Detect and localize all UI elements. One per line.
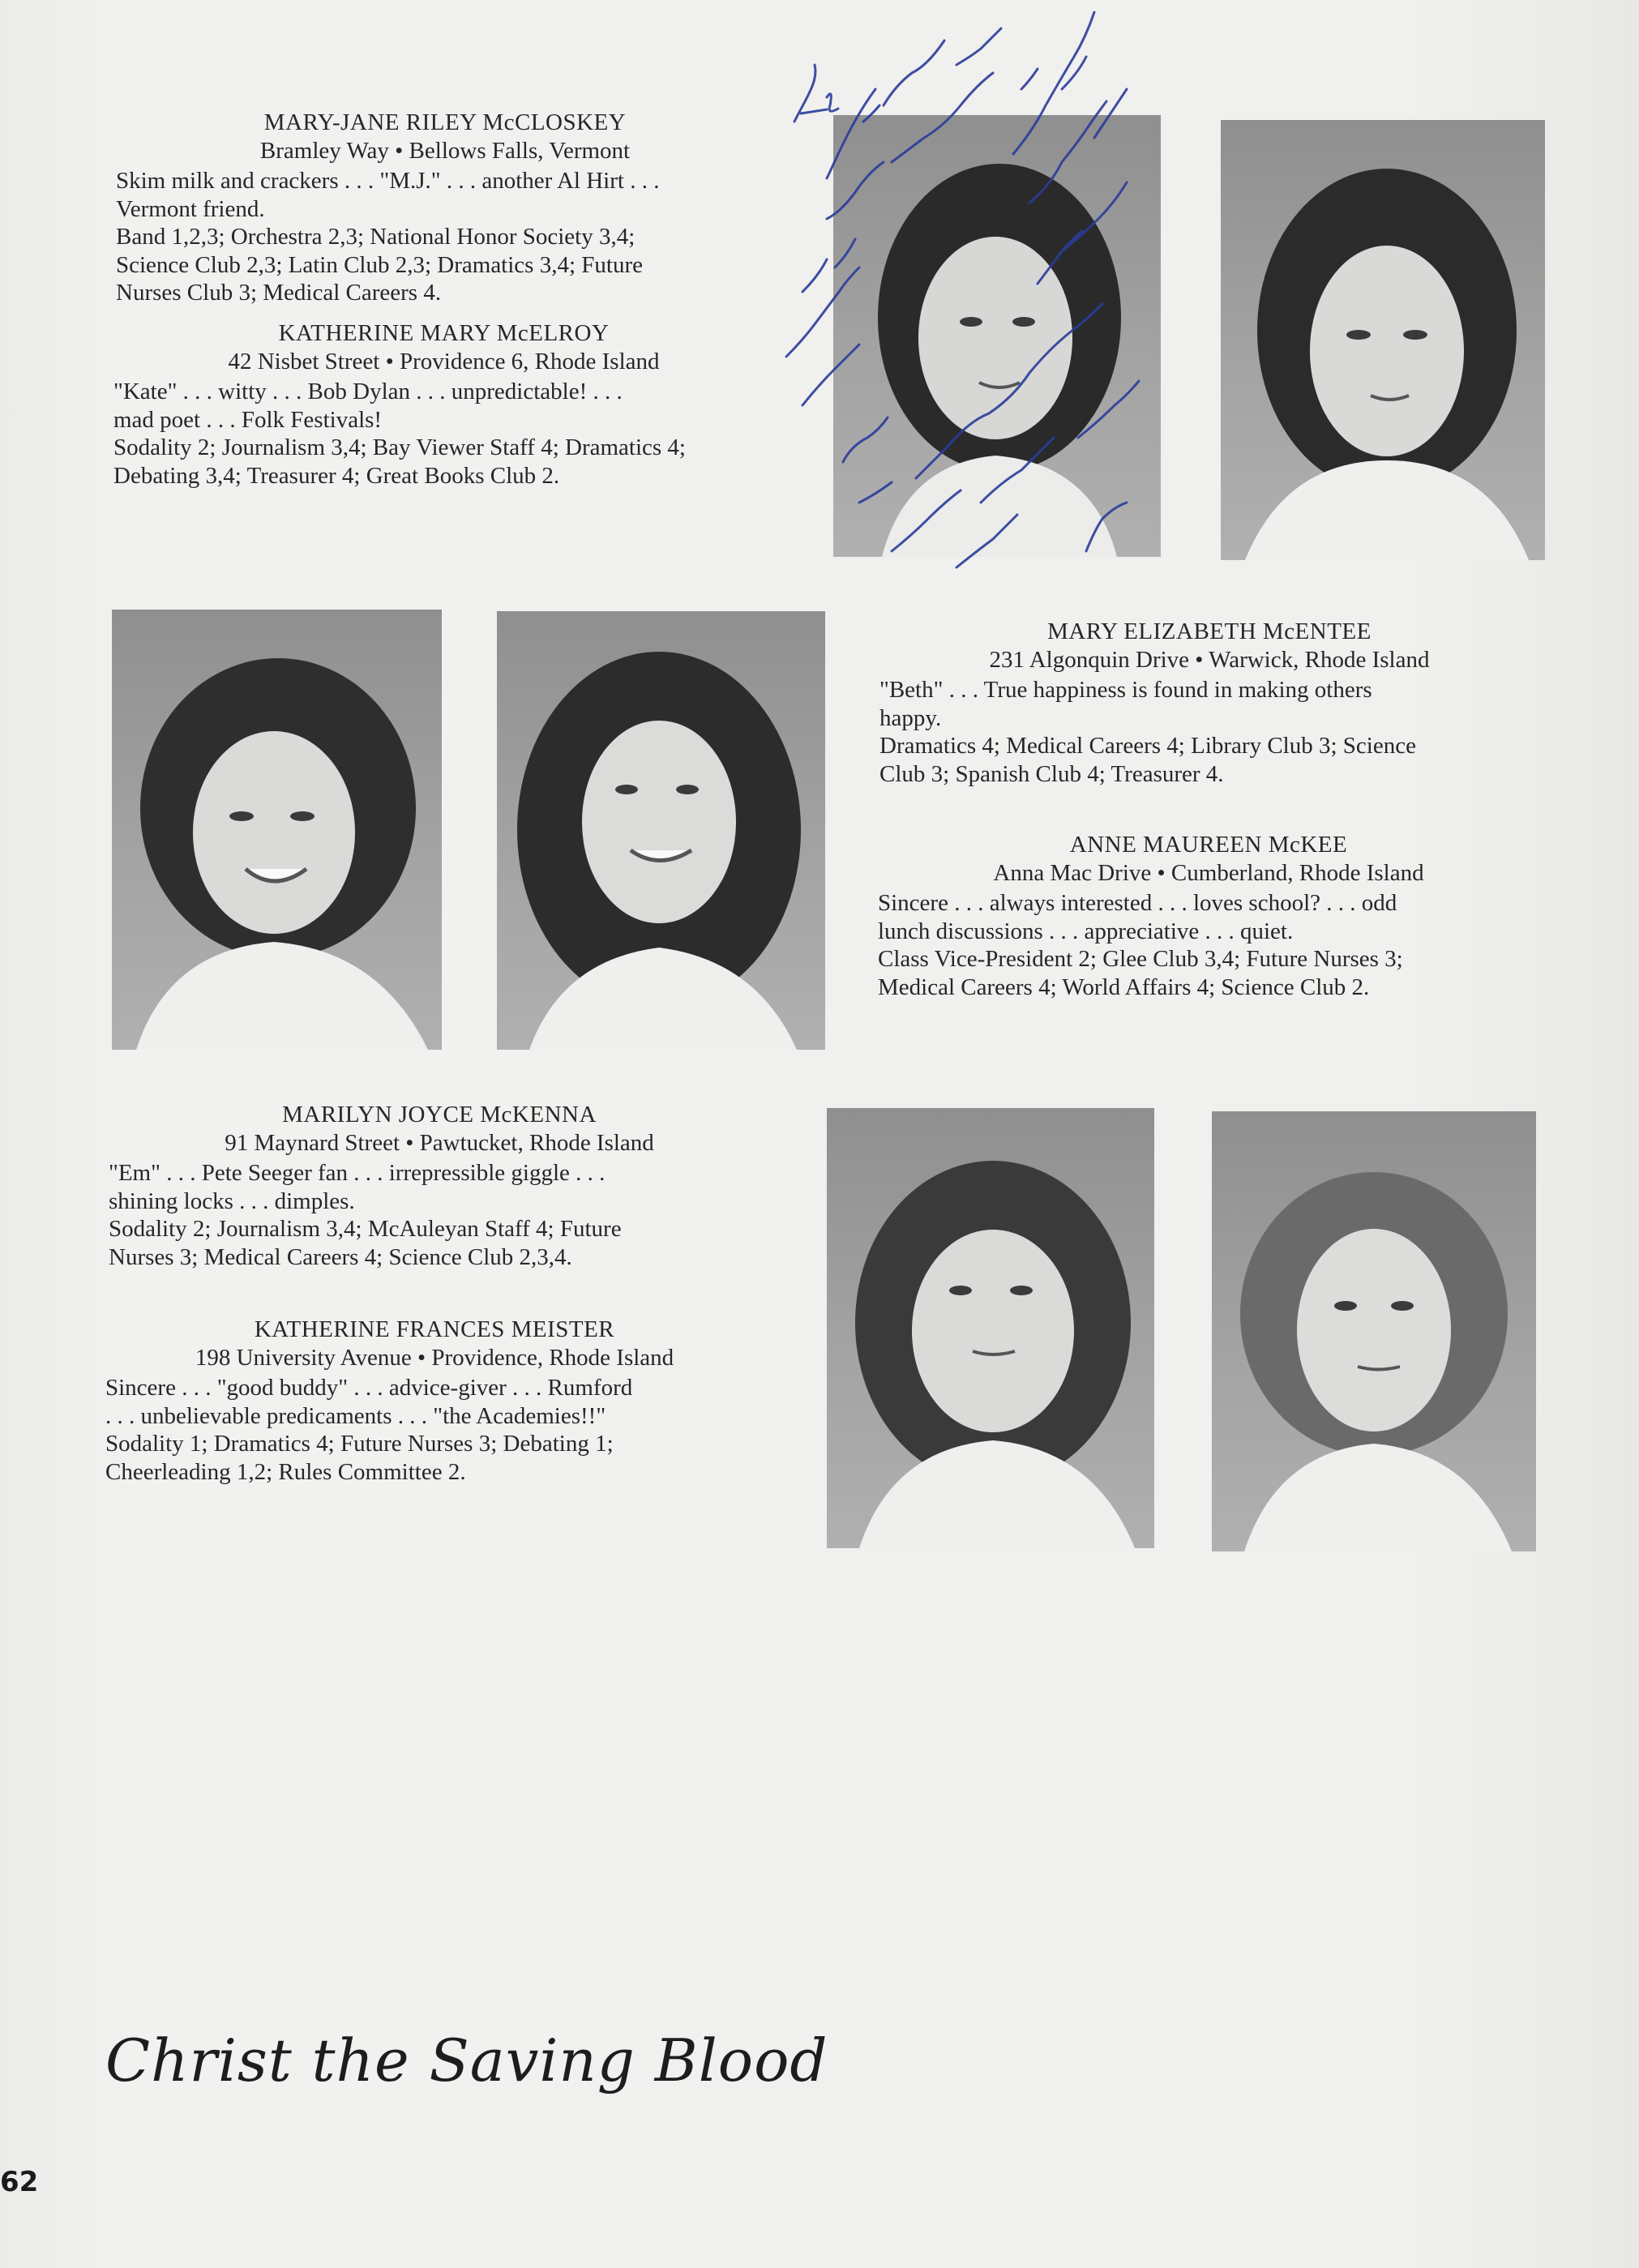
bio-line: Vermont friend.: [116, 195, 265, 222]
portrait-silhouette: [497, 611, 825, 1050]
student-name: KATHERINE FRANCES MEISTER: [254, 1316, 615, 1342]
bio-mckenna: [109, 1101, 770, 1271]
handwritten-inscription: [730, 0, 1248, 584]
bio-line: Dramatics 4; Medical Careers 4; Library Club 3; Science: [879, 733, 1416, 759]
bio-line: Sodality 2; Journalism 3,4; McAuleyan Staff 4; Future: [109, 1216, 622, 1242]
bio-line: mad poet . . . Folk Festivals!: [113, 406, 383, 433]
student-photo-mcelroy: [1221, 120, 1545, 560]
student-photo-meister: [1212, 1111, 1536, 1551]
bio-line: Sodality 2; Journalism 3,4; Bay Viewer Staff 4; Dramatics 4;: [113, 434, 686, 460]
bio-mckee: [878, 831, 1539, 1001]
bio-mccloskey: [116, 109, 774, 307]
student-name: ANNE MAUREEN McKEE: [1069, 832, 1348, 858]
bio-line: Science Club 2,3; Latin Club 2,3; Dramatics 3,4; Future: [116, 251, 643, 278]
handwriting-image: [730, 0, 1248, 584]
bio-line: Sincere . . . "good buddy" . . . advice-giver . . . Rumford: [105, 1375, 633, 1401]
student-photo-mckee: [497, 611, 825, 1050]
bio-line: Sodality 1; Dramatics 4; Future Nurses 3; Debating 1;: [105, 1431, 614, 1457]
bio-line: Club 3; Spanish Club 4; Treasurer 4.: [879, 760, 1224, 787]
portrait-silhouette: [1212, 1111, 1536, 1551]
portrait-silhouette: [827, 1108, 1154, 1548]
bio-line: shining locks . . . dimples.: [109, 1187, 355, 1214]
bio-line: lunch discussions . . . appreciative . . . quiet.: [878, 918, 1294, 944]
student-name: KATHERINE MARY McELROY: [278, 320, 610, 346]
student-address: Anna Mac Drive • Cumberland, Rhode Island: [993, 859, 1424, 886]
page-number: 62: [0, 2166, 39, 2198]
student-photo-mcentee: [112, 610, 442, 1050]
student-name: MARY ELIZABETH McENTEE: [1047, 618, 1372, 644]
bio-line: Debating 3,4; Treasurer 4; Great Books Club 2.: [113, 462, 560, 489]
bio-line: Nurses 3; Medical Careers 4; Science Club 2,3,4.: [109, 1243, 572, 1270]
bio-line: Band 1,2,3; Orchestra 2,3; National Honor Society 3,4;: [116, 224, 635, 250]
student-address: 42 Nisbet Street • Providence 6, Rhode Island: [228, 348, 660, 374]
bio-line: "Em" . . . Pete Seeger fan . . . irrepressible giggle . . .: [109, 1160, 606, 1186]
bio-meister: [105, 1316, 764, 1486]
bio-line: Nurses Club 3; Medical Careers 4.: [116, 280, 442, 306]
student-name: MARY-JANE RILEY McCLOSKEY: [263, 109, 627, 135]
bio-line: "Kate" . . . witty . . . Bob Dylan . . . unpredictable! . . .: [113, 379, 623, 404]
bio-line: . . . unbelievable predicaments . . . "the Academies!!": [105, 1402, 606, 1429]
portrait-silhouette: [1221, 120, 1545, 560]
bio-line: Medical Careers 4; World Affairs 4; Science Club 2.: [878, 974, 1370, 1000]
bio-line: Skim milk and crackers . . . "M.J." . . . another Al Hirt . . .: [116, 168, 660, 194]
student-name: MARILYN JOYCE McKENNA: [282, 1102, 597, 1128]
student-address: Bramley Way • Bellows Falls, Vermont: [259, 137, 631, 164]
bio-line: "Beth" . . . True happiness is found in making others: [879, 677, 1372, 703]
bio-line: Cheerleading 1,2; Rules Committee 2.: [105, 1458, 466, 1485]
student-photo-mckenna: [827, 1108, 1154, 1548]
bio-mcentee: [879, 618, 1539, 788]
bio-mcelroy: [113, 319, 774, 490]
student-address: 91 Maynard Street • Pawtucket, Rhode Island: [225, 1129, 654, 1156]
bio-line: Class Vice-President 2; Glee Club 3,4; Future Nurses 3;: [878, 946, 1403, 972]
student-address: 198 University Avenue • Providence, Rhode Island: [195, 1344, 674, 1371]
portrait-silhouette: [112, 610, 442, 1050]
bio-line: Sincere . . . always interested . . . loves school? . . . odd: [878, 890, 1397, 916]
bio-line: happy.: [879, 704, 942, 731]
footer-title: Christ the Saving Blood: [105, 2026, 828, 2095]
student-address: 231 Algonquin Drive • Warwick, Rhode Island: [989, 646, 1430, 673]
